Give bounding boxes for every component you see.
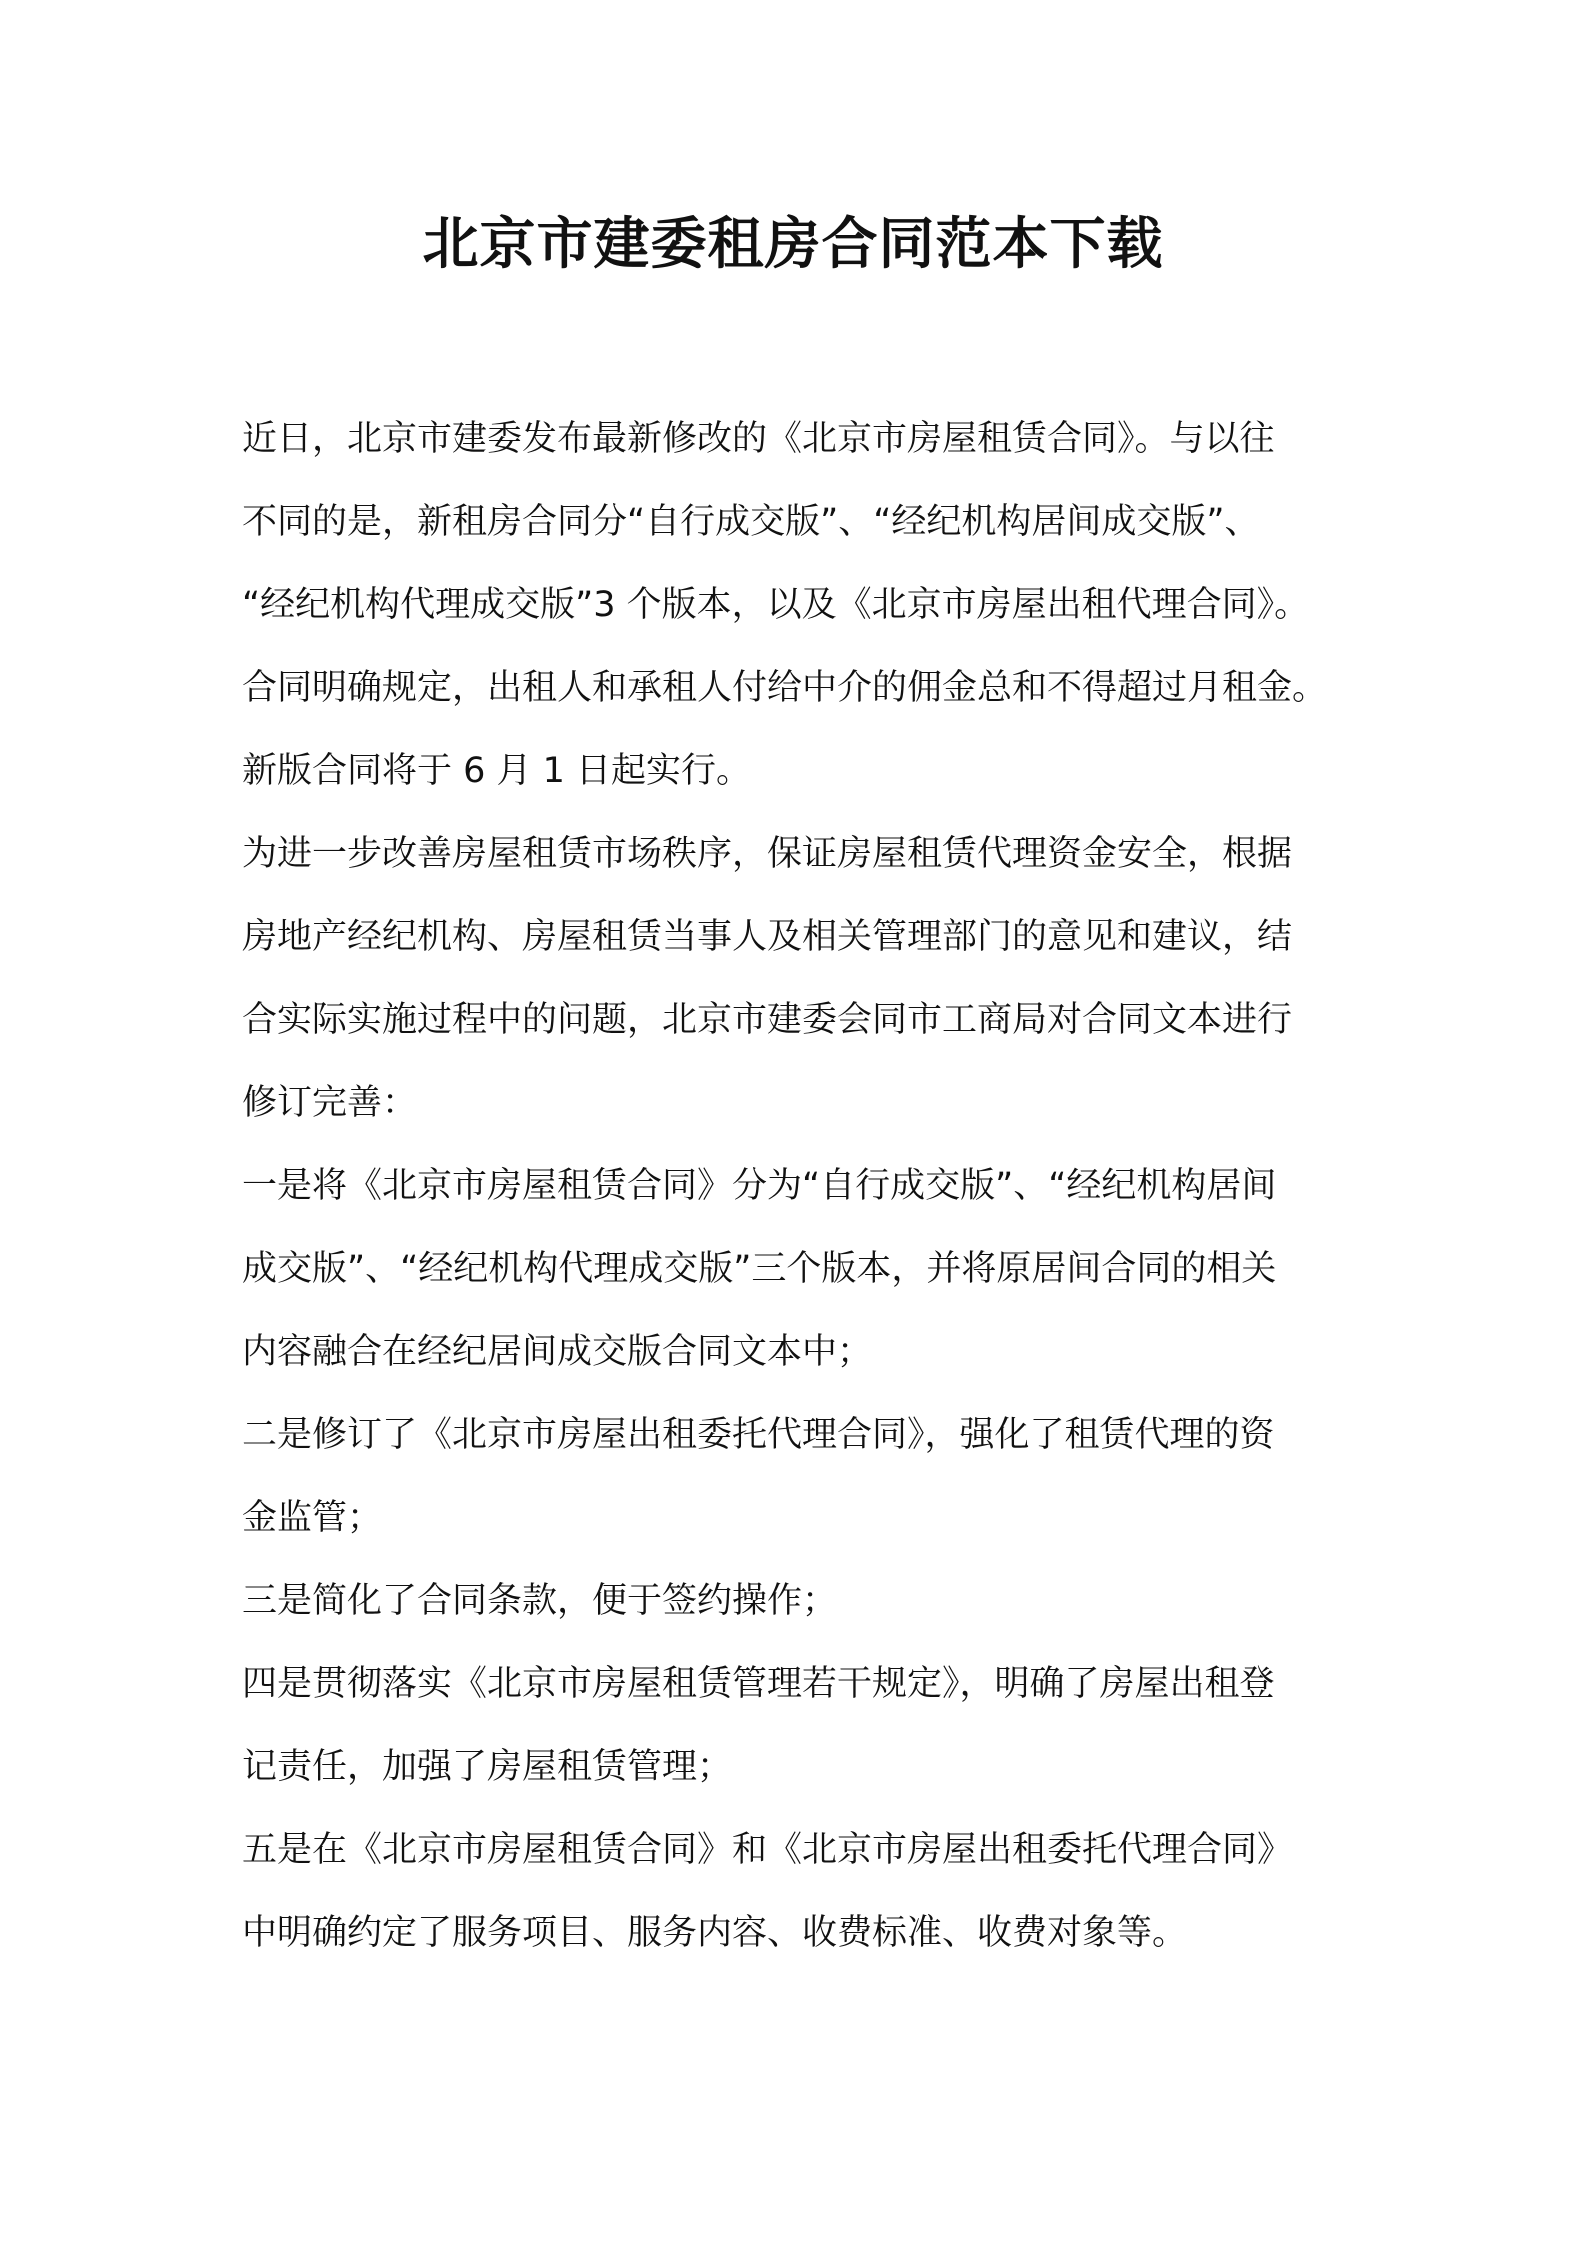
body-line: 二是修订了《北京市房屋出租委托代理合同》，强化了租赁代理的资 — [242, 1415, 1275, 1455]
document-body — [242, 398, 1362, 1975]
page-title: 北京市建委租房合同范本下载 — [422, 212, 1164, 277]
body-line: 为进一步改善房屋租赁市场秩序，保证房屋租赁代理资金安全，根据 — [242, 834, 1293, 874]
body-line: 五是在《北京市房屋租赁合同》和《北京市房屋出租委托代理合同》 — [242, 1830, 1293, 1870]
body-line: 合同明确规定，出租人和承租人付给中介的佣金总和不得超过月租金。 — [242, 668, 1328, 708]
body-line: 合实际实施过程中的问题，北京市建委会同市工商局对合同文本进行 — [242, 1000, 1293, 1040]
body-line: 三是简化了合同条款，便于签约操作； — [242, 1581, 838, 1621]
body-line: “经纪机构代理成交版”3 个版本，以及《北京市房屋出租代理合同》。 — [242, 585, 1310, 625]
body-line: 四是贯彻落实《北京市房屋租赁管理若干规定》，明确了房屋出租登 — [242, 1664, 1275, 1704]
body-line: 房地产经纪机构、房屋租赁当事人及相关管理部门的意见和建议，结 — [242, 917, 1293, 957]
body-line: 中明确约定了服务项目、服务内容、收费标准、收费对象等。 — [242, 1913, 1188, 1953]
body-line: 成交版”、“经纪机构代理成交版”三个版本，并将原居间合同的相关 — [242, 1249, 1277, 1289]
body-line: 一是将《北京市房屋租赁合同》分为“自行成交版”、“经纪机构居间 — [242, 1166, 1277, 1206]
body-line: 金监管； — [242, 1498, 383, 1538]
body-line: 内容融合在经纪居间成交版合同文本中； — [242, 1332, 873, 1372]
body-line: 不同的是，新租房合同分“自行成交版”、“经纪机构居间成交版”、 — [242, 502, 1260, 542]
body-line: 记责任，加强了房屋租赁管理； — [242, 1747, 733, 1787]
body-line: 新版合同将于 6 月 1 日起实行。 — [242, 751, 752, 791]
body-line: 修订完善： — [242, 1083, 418, 1123]
body-line: 近日，北京市建委发布最新修改的《北京市房屋租赁合同》。与以往 — [242, 419, 1275, 459]
